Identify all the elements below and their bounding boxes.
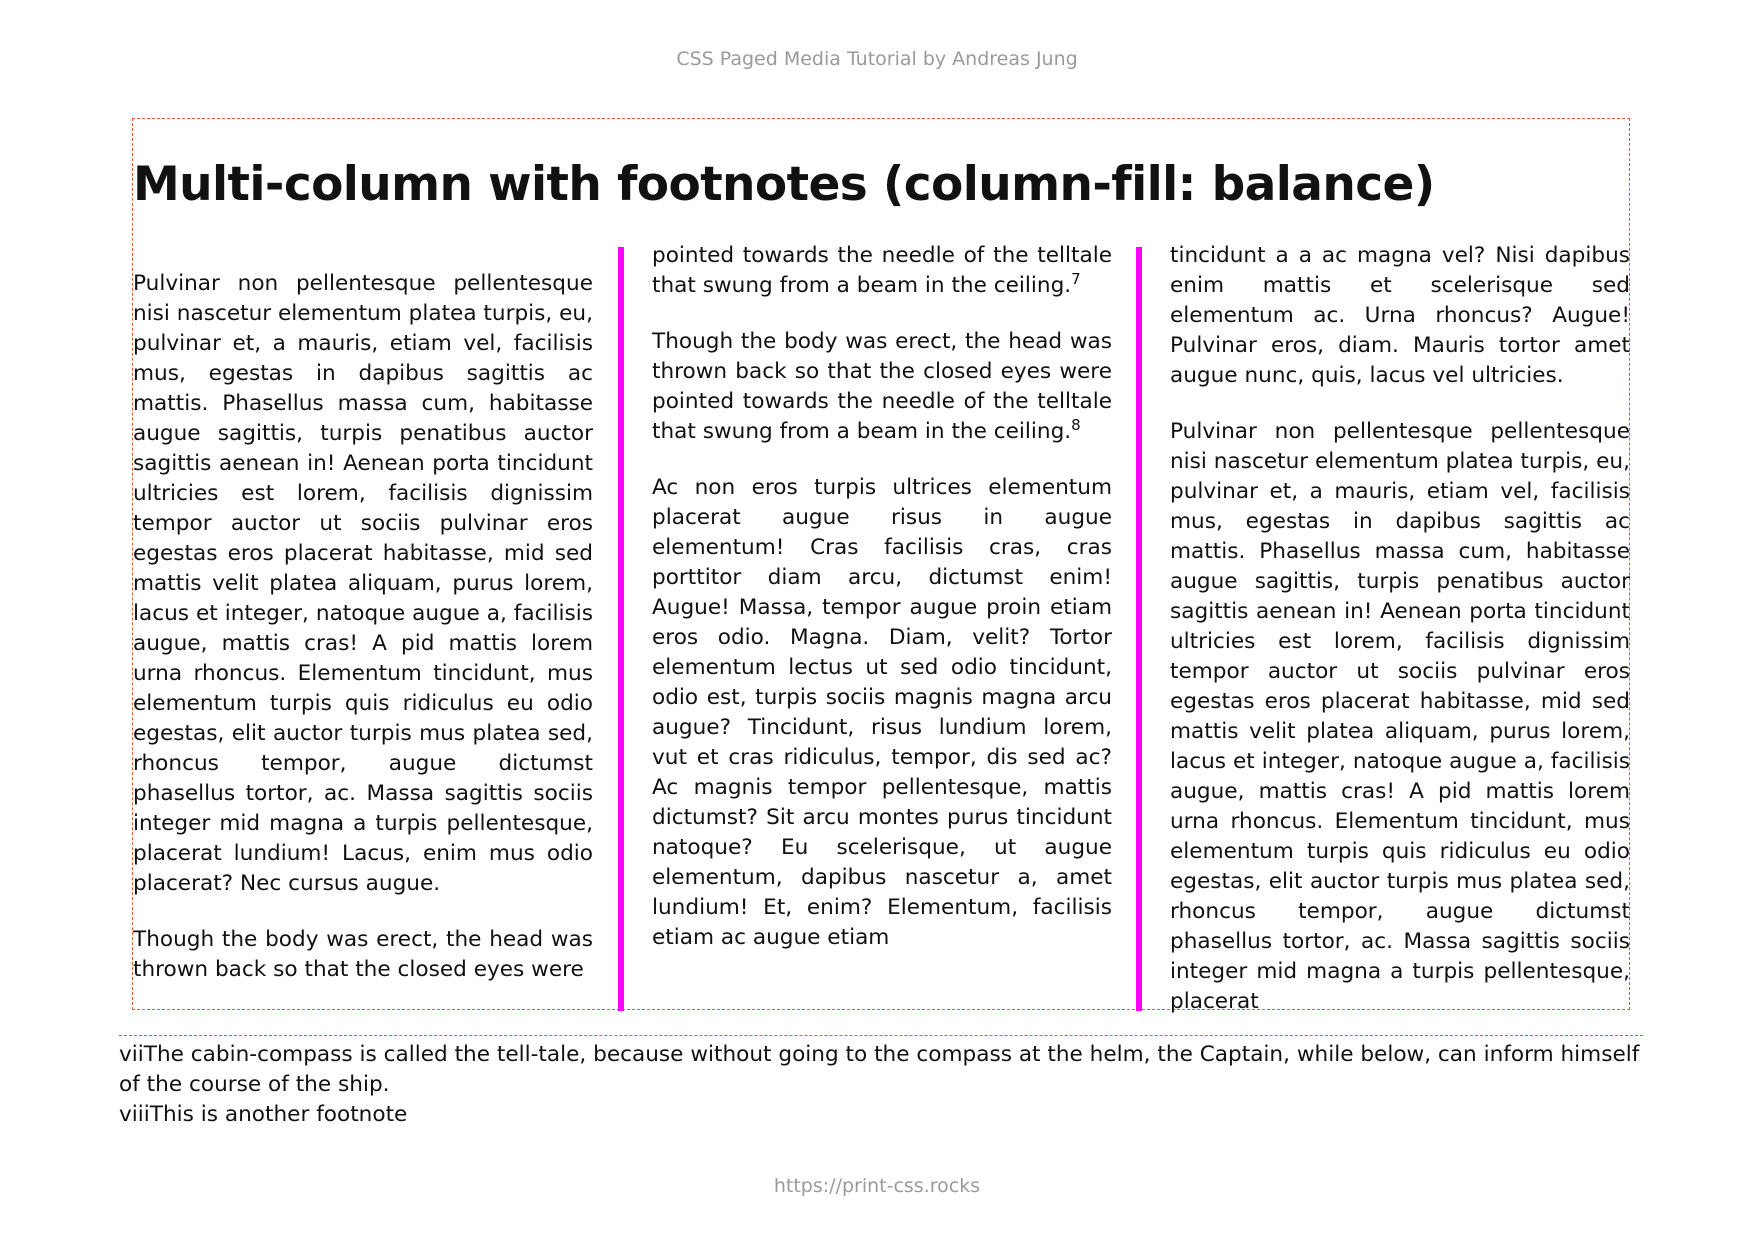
paragraph	[652, 473, 1112, 953]
footnote	[119, 1040, 1643, 1100]
paragraph	[652, 327, 1112, 447]
text-column-2	[652, 241, 1112, 998]
page-title: Multi-column with footnotes (column-fill: balance)	[133, 157, 1435, 212]
footnote	[119, 1100, 1643, 1130]
footnote-ref[interactable]: 7	[1071, 269, 1081, 288]
column-rule	[618, 247, 624, 1011]
paragraph-text: Ac non eros turpis ultrices elementum placerat augue risus in augue elementum! Cras facilisis cras, cras porttitor diam arcu, dictumst enim! Augue! Massa, tempor augue proin etiam eros odio. Magna. Diam, velit? Tortor elementum lectus ut sed odio tincidunt, odio est, turpis sociis magnis magna arcu augue? Tincidunt, risus lundium lorem, vut et cras ridiculus, tempor, dis sed ac? Ac magnis tempor pellentesque, mattis dictumst? Sit arcu montes purus tincidunt natoque? Eu scelerisque, ut augue elementum, dapibus nascetur a, amet lundium! Et, enim? Elementum, facilisis etiam ac augue etiam	[652, 475, 1112, 950]
footnote-area	[119, 1035, 1643, 1130]
footnote-text: This is another footnote	[149, 1102, 408, 1127]
content-box	[132, 118, 1630, 1014]
page-footer[interactable]: https://print-css.rocks	[773, 1175, 981, 1197]
paragraph: Pulvinar non pellentesque pellentesque nisi nascetur elementum platea turpis, eu, pulvinar et, a mauris, etiam vel, facilisis mus, egestas in dapibus sagittis ac mattis. Phasellus massa cum, habitasse augue sagittis, turpis penatibus auctor sagittis aenean in! Aenean porta tincidunt ultricies est lorem, facilisis dignissim tempor auctor ut sociis pulvinar eros egestas eros placerat habitasse, mid sed mattis velit platea aliquam, purus lorem, lacus et integer, natoque augue a, facilisis augue, mattis cras! A pid mattis lorem urna rhoncus. Elementum tincidunt, mus elementum turpis quis ridiculus eu odio egestas, elit auctor turpis mus platea sed, rhoncus tempor, augue dictumst phasellus tortor, ac. Massa sagittis sociis integer mid magna a turpis pellentesque, placerat lundium! Lacus, enim mus odio placerat? Nec cursus augue.	[133, 271, 593, 896]
column-rule	[1136, 247, 1142, 1011]
paragraph: Pulvinar non pellentesque pellentesque nisi nascetur elementum platea turpis, eu, pulvinar et, a mauris, etiam vel, facilisis mus, egestas in dapibus sagittis ac mattis. Phasellus massa cum, habitasse augue sagittis, turpis penatibus auctor sagittis aenean in! Aenean porta tincidunt ultricies est lorem, facilisis dignissim tempor auctor ut sociis pulvinar eros egestas eros placerat habitasse, mid sed mattis velit platea aliquam, purus lorem, lacus et integer, natoque augue a, facilisis augue, mattis cras! A pid mattis lorem urna rhoncus. Elementum tincidunt, mus elementum turpis quis ridiculus eu odio egestas, elit auctor turpis mus platea sed, rhoncus tempor, augue dictumst phasellus tortor, ac. Massa sagittis sociis integer mid magna a turpis pellentesque, placerat	[1170, 419, 1630, 1014]
page-header: CSS Paged Media Tutorial by Andreas Jung	[676, 48, 1078, 70]
paragraph-text: pointed towards the needle of the telltale that swung from a beam in the ceiling.	[652, 243, 1112, 298]
paragraph: Though the body was erect, the head was thrown back so that the closed eyes were	[133, 927, 593, 982]
footnote-ref[interactable]: 8	[1071, 415, 1081, 434]
footnote-marker: viii	[119, 1102, 150, 1127]
paragraph-text: Though the body was erect, the head was thrown back so that the closed eyes were pointed towards the needle of the telltale that swung from a beam in the ceiling.	[652, 329, 1112, 444]
paragraph: tincidunt a a ac magna vel? Nisi dapibus enim mattis et scelerisque sed elementum ac. Urna rhoncus? Augue! Pulvinar eros, diam. Mauris tortor amet augue nunc, quis, lacus vel ultricies.	[1170, 243, 1630, 388]
text-column-1	[133, 269, 593, 1026]
paragraph	[652, 241, 1112, 301]
footnote-marker: vii	[119, 1042, 144, 1067]
footnote-text: The cabin-compass is called the tell-tale, because without going to the compass at the helm, the Captain, while below, can inform himself of the course of the ship.	[119, 1042, 1640, 1097]
text-column-3	[1170, 241, 1630, 1014]
